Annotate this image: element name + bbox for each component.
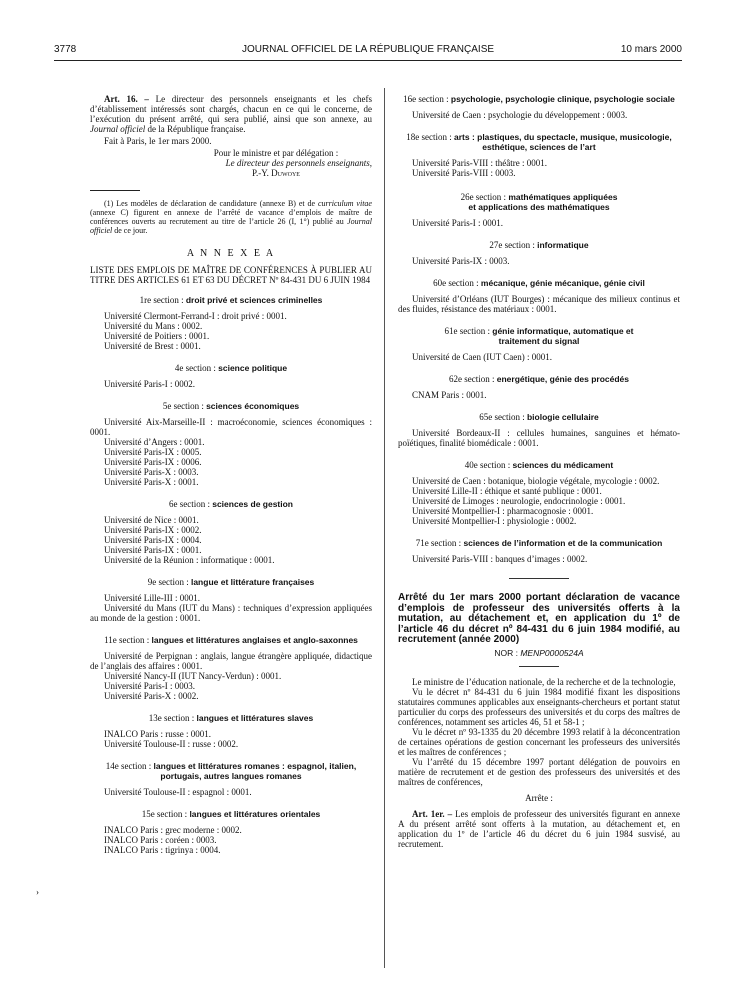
list-item: Université Toulouse-II : russe : 0002.	[104, 739, 239, 749]
list-item: Université Paris-IX : 0001.	[104, 545, 202, 555]
list-item: Université du Mans : 0002.	[104, 321, 203, 331]
section-heading: 14e section : langues et littératures romanes : espagnol, italien, portugais, autres langues romanes	[105, 761, 357, 781]
section-list	[90, 729, 372, 749]
section-heading: 13e section : langues et littératures slaves	[148, 713, 314, 723]
list-item: Université de Caen : botanique, biologie végétale, mycologie : 0002.	[412, 476, 660, 486]
section-heading: 71e section : sciences de l’information et de la communication	[415, 538, 663, 548]
signature-date: Fait à Paris, le 1er mars 2000.	[104, 136, 212, 146]
list-item: Université Paris-VIII : théâtre : 0001.	[412, 158, 547, 168]
list-item: Université d’Orléans (IUT Bourges) : mécanique des milieux continus et des fluides, résistance des matériaux : 0001.	[398, 294, 680, 314]
list-item: Université Paris-I : 0003.	[104, 681, 195, 691]
section-heading: 5e section : sciences économiques	[162, 401, 300, 411]
list-item: Université de Limoges : neurologie, endocrinologie : 0001.	[412, 496, 626, 506]
list-item: Université d’Angers : 0001.	[104, 437, 205, 447]
footnote: (1) Les modèles de déclaration de candidature (annexe B) et de curriculum vitae (annexe C) figurent en annexe de l’arrêté de vacance d’emplois de maître de conférences ouverts au recrutement au titre de l’article 26 (I, 1°) publié au Journal officiel de ce jour.	[90, 199, 372, 235]
section-heading: 60e section : mécanique, génie mécanique, génie civil	[433, 278, 645, 288]
signature-line: Pour le ministre et par délégation :	[213, 148, 339, 158]
list-item: Université de Brest : 0001.	[104, 341, 201, 351]
list-item: Université de Caen (IUT Caen) : 0001.	[412, 352, 553, 362]
paragraph: Vu l’arrêté du 15 décembre 1997 portant délégation de pouvoirs en matière de recrutement et de gestion des professeurs des universités et des maîtres de conférences,	[398, 756, 680, 787]
article-1: Art. 1er. – Les emplois de professeur des universités figurant en annexe A du présent arrêté sont offerts à la mutation, au détachement et, en application du 1º de l’article 46 du décret du 6 juin 1984 susvisé, au recrutement.	[398, 808, 680, 849]
page-header	[54, 44, 682, 58]
annex-title: A N N E X E A	[186, 248, 276, 259]
section-list	[90, 593, 372, 623]
list-item: Université de Poitiers : 0001.	[104, 331, 210, 341]
section-list	[398, 476, 680, 526]
section-heading: 9e section : langue et littérature françaises	[147, 577, 315, 587]
section-rule	[509, 578, 569, 579]
section-heading: 27e section : informatique	[489, 240, 589, 250]
nor-reference: NOR : MENP0000524A	[494, 647, 584, 658]
left-column	[90, 94, 372, 855]
paragraph: Vu le décret nº 93-1335 du 20 décembre 1993 relatif à la déconcentration de certaines opérations de gestion concernant les professeurs des universités et les maîtres de conférences ;	[398, 726, 680, 757]
section-list	[90, 651, 372, 701]
section-list	[90, 417, 372, 487]
paragraph: Vu le décret nº 84-431 du 6 juin 1984 modifié fixant les dispositions statutaires communes applicables aux enseignants-chercheurs et portant statut particulier du corps des professeurs des universités et du corps des maîtres de conférences, notamment ses articles 46, 51 et 58-1 ;	[398, 686, 680, 727]
list-item: Université Toulouse-II : espagnol : 0001.	[104, 787, 252, 797]
section-heading: 1re section : droit privé et sciences criminelles	[139, 295, 323, 305]
list-item: Université Paris-VIII : 0003.	[412, 168, 516, 178]
section-heading: 15e section : langues et littératures orientales	[141, 809, 321, 819]
list-item: Université de Caen : psychologie du développement : 0003.	[412, 110, 628, 120]
list-item: Université Lille-III : 0001.	[104, 593, 200, 603]
list-item: Université Paris-IX : 0006.	[104, 457, 202, 467]
list-item: Université Montpellier-I : physiologie : 0002.	[412, 516, 577, 526]
list-item: INALCO Paris : russe : 0001.	[104, 729, 211, 739]
list-item: Université Paris-IX : 0003.	[412, 256, 510, 266]
list-item: Université du Mans (IUT du Mans) : techniques d’expression appliquées au monde de la gestion : 0001.	[90, 603, 372, 623]
list-item: Université de Nice : 0001.	[104, 515, 199, 525]
list-item: Université Paris-VIII : banques d’images : 0002.	[412, 554, 588, 564]
list-item: Université Paris-X : 0002.	[104, 691, 199, 701]
list-item: Université Aix-Marseille-II : macroéconomie, sciences économiques : 0001.	[90, 417, 372, 437]
list-item: Université Paris-I : 0002.	[104, 379, 195, 389]
right-column	[398, 94, 680, 849]
list-item: Université Paris-X : 0001.	[104, 477, 199, 487]
list-item: Université Paris-IX : 0005.	[104, 447, 202, 457]
section-heading: 11e section : langues et littératures anglaises et anglo-saxonnes	[104, 635, 358, 645]
list-item: Université Paris-IX : 0002.	[104, 525, 202, 535]
list-item: CNAM Paris : 0001.	[412, 390, 487, 400]
column-divider	[384, 88, 385, 968]
section-heading: 65e section : biologie cellulaire	[479, 412, 599, 422]
list-item: Université de la Réunion : informatique : 0001.	[104, 555, 275, 565]
list-item: Université Clermont-Ferrand-I : droit privé : 0001.	[104, 311, 287, 321]
list-item: Université Nancy-II (IUT Nancy-Verdun) : 0001.	[104, 671, 282, 681]
header-rule	[54, 60, 682, 61]
annex-subtitle: LISTE DES EMPLOIS DE MAÎTRE DE CONFÉRENCES À PUBLIER AU TITRE DES ARTICLES 61 ET 63 DU DÉCRET Nº 84-431 DU 6 JUIN 1984	[90, 265, 372, 285]
section-list	[90, 825, 372, 855]
section-heading: 26e section : mathématiques appliquées et applications des mathématiques	[460, 192, 618, 212]
section-heading: 61e section : génie informatique, automatique et traitement du signal	[444, 326, 634, 346]
footnote-rule	[90, 190, 140, 191]
section-heading: 40e section : sciences du médicament	[464, 460, 614, 470]
list-item: Université Paris-IX : 0004.	[104, 535, 202, 545]
section-heading: 16e section : psychologie, psychologie clinique, psychologie sociale	[403, 94, 675, 104]
list-item: Université Lille-II : éthique et santé publique : 0001.	[412, 486, 602, 496]
page-number: 3778	[54, 44, 77, 55]
list-item: Université Paris-X : 0003.	[104, 467, 199, 477]
paragraph: Le ministre de l’éducation nationale, de la recherche et de la technologie,	[412, 676, 676, 687]
arrete-title: Arrêté du 1er mars 2000 portant déclaration de vacance d’emplois de professeur des universités offerts à la mutation, au détachement et, en application du 1º de l’article 46 du décret nº 84-431 du 6 juin 1984 modifié, au recrutement (année 2000)	[398, 592, 680, 645]
list-item: Université Montpellier-I : pharmacognosie : 0001.	[412, 506, 594, 516]
list-item: INALCO Paris : grec moderne : 0002.	[104, 825, 242, 835]
list-item: Université Paris-I : 0001.	[412, 218, 503, 228]
section-list	[90, 515, 372, 565]
list-item: Université de Perpignan : anglais, langue étrangère appliquée, didactique de l’anglais des affaires : 0001.	[90, 651, 372, 671]
section-heading: 18e section : arts : plastiques, du spectacle, musique, musicologie, esthétique, sciences de l’art	[406, 132, 672, 152]
section-heading: 62e section : energétique, génie des procédés	[448, 374, 629, 384]
section-heading: 6e section : sciences de gestion	[168, 499, 294, 509]
list-item: INALCO Paris : coréen : 0003.	[104, 835, 217, 845]
section-list	[398, 158, 680, 178]
section-list	[90, 311, 372, 351]
issue-date: 10 mars 2000	[620, 44, 682, 55]
section-heading: 4e section : science politique	[174, 363, 288, 373]
list-item: Université Bordeaux-II : cellules humaines, sanguines et hémato-poïétiques, finalité biomédicale : 0001.	[398, 428, 680, 448]
arrete-label: Arrête :	[525, 792, 553, 803]
article-16: Art. 16. – Le directeur des personnels enseignants et les chefs d’établissement intéressés sont chargés, chacun en ce qui le concerne, de l’exécution du présent arrêté, qui sera publié, ainsi que son annexe, au Journal officiel de la République française.	[90, 94, 372, 134]
signature-name: P.-Y. Duwoye	[252, 168, 300, 178]
divider	[519, 666, 559, 667]
signature-title: Le directeur des personnels enseignants,	[225, 158, 372, 168]
margin-mark: ›	[36, 887, 39, 897]
journal-title: JOURNAL OFFICIEL DE LA RÉPUBLIQUE FRANÇAISE	[241, 44, 495, 55]
list-item: INALCO Paris : tigrinya : 0004.	[104, 845, 221, 855]
